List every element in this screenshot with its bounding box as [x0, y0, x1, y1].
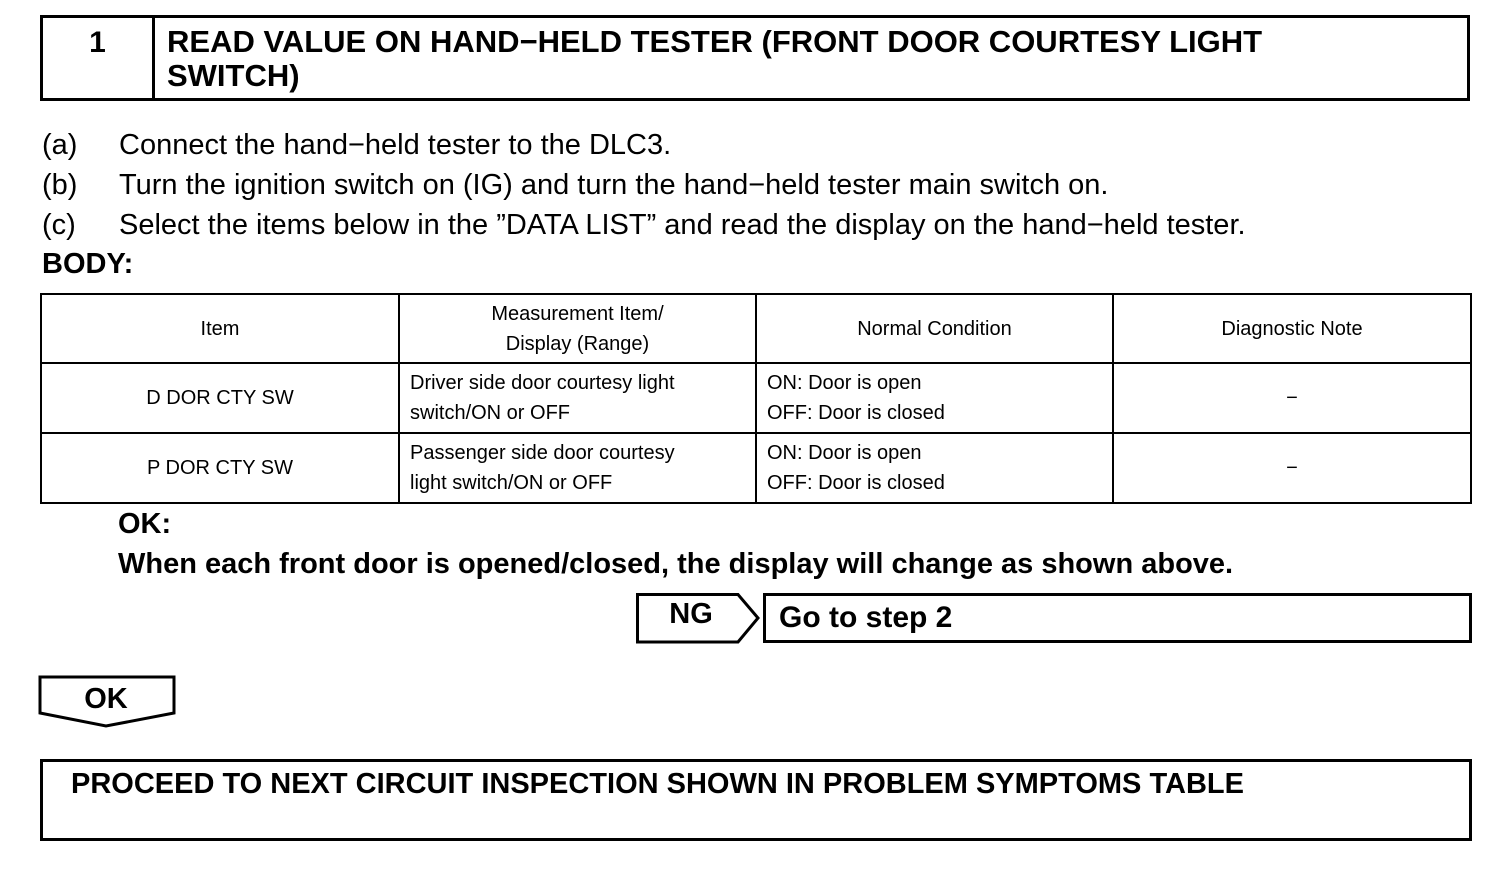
- cell-normal-line-2: OFF: Door is closed: [767, 402, 945, 424]
- header-diagnostic-note: Diagnostic Note: [1113, 294, 1471, 363]
- body-label: BODY:: [42, 248, 134, 280]
- header-measurement-line-2: Display (Range): [505, 332, 650, 355]
- header-item: Item: [41, 294, 399, 363]
- instruction-text: Turn the ignition switch on (IG) and turn the hand−held tester main switch on.: [119, 169, 1109, 201]
- cell-normal-line-1: ON: Door is open: [767, 372, 922, 394]
- cell-item: D DOR CTY SW: [41, 363, 399, 433]
- ok-result-text: When each front door is opened/closed, the display will change as shown above.: [118, 548, 1234, 580]
- cell-normal-line-2: OFF: Door is closed: [767, 472, 945, 494]
- cell-diagnostic-note: −: [1113, 363, 1471, 433]
- instruction-c: [42, 208, 1246, 242]
- instruction-text: Select the items below in the ”DATA LIST” and read the display on the hand−held tester.: [119, 209, 1246, 241]
- cell-measurement-line-1: Passenger side door courtesy: [410, 442, 675, 464]
- instruction-label: (b): [42, 169, 78, 201]
- step-title-line-1: READ VALUE ON HAND−HELD TESTER (FRONT DOOR COURTESY LIGHT: [167, 24, 1263, 59]
- cell-normal-line-1: ON: Door is open: [767, 442, 922, 464]
- table-header-row: [41, 294, 1471, 363]
- go-to-step-link[interactable]: Go to step 2: [763, 593, 1472, 643]
- ok-result-label: OK:: [118, 508, 172, 540]
- header-measurement: [399, 294, 756, 363]
- instruction-label: (a): [42, 129, 78, 161]
- step-number: 1: [43, 18, 155, 98]
- instruction-text: Connect the hand−held tester to the DLC3.: [119, 129, 672, 161]
- step-title: [155, 18, 1467, 98]
- proceed-box: PROCEED TO NEXT CIRCUIT INSPECTION SHOWN IN PROBLEM SYMPTOMS TABLE: [40, 759, 1472, 841]
- ok-branch-label: OK: [84, 683, 128, 715]
- cell-measurement: [399, 363, 756, 433]
- step-title-line-2: SWITCH): [167, 58, 300, 93]
- cell-normal-condition: [756, 433, 1113, 503]
- cell-measurement: [399, 433, 756, 503]
- cell-item: P DOR CTY SW: [41, 433, 399, 503]
- cell-measurement-line-2: switch/ON or OFF: [410, 402, 571, 424]
- cell-measurement-line-2: light switch/ON or OFF: [410, 472, 613, 494]
- cell-normal-condition: [756, 363, 1113, 433]
- data-list-table: [40, 293, 1472, 504]
- header-measurement-line-1: Measurement Item/: [491, 302, 664, 325]
- step-header: [40, 15, 1470, 101]
- instruction-b: [42, 168, 1108, 202]
- ng-label: NG: [669, 598, 713, 630]
- cell-diagnostic-note: −: [1113, 433, 1471, 503]
- table-row: [41, 433, 1471, 503]
- header-normal-condition: Normal Condition: [756, 294, 1113, 363]
- cell-measurement-line-1: Driver side door courtesy light: [410, 372, 675, 394]
- table-row: [41, 363, 1471, 433]
- instruction-label: (c): [42, 209, 76, 241]
- instruction-a: [42, 128, 671, 162]
